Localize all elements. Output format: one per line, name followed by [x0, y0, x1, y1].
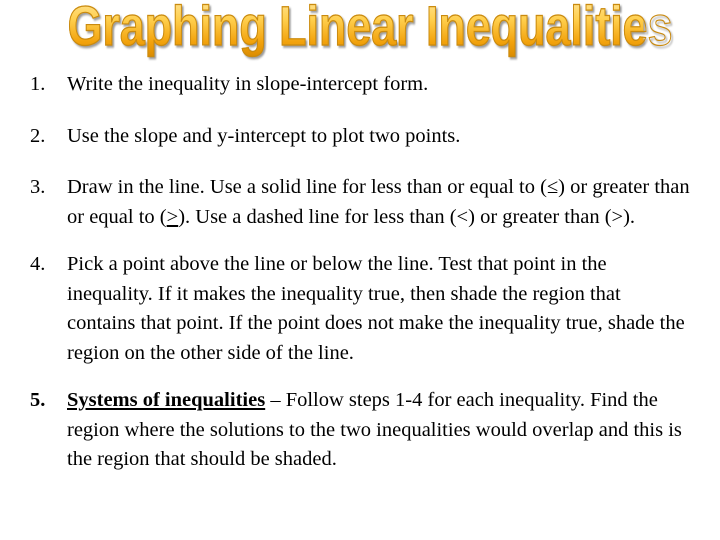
step-number: 3.	[30, 176, 46, 198]
steps-list	[30, 70, 690, 475]
step-1	[30, 70, 690, 100]
step-text: Pick a point above the line or below the line. Test that point in the inequality. If it makes the inequality true, then shade the region that contains that point. If the point does not make the inequality true, shade the region on the other side of the line.	[67, 253, 685, 364]
step-number: 5.	[30, 389, 46, 411]
step-text-part-2: ). Use a dashed line for less than (<) or greater than (>).	[178, 205, 636, 228]
greater-or-equal-symbol: >	[166, 205, 179, 228]
step-text-part-1: Draw in the line. Use a solid line for less than or equal to (≤) or greater than or equal to (	[67, 176, 690, 228]
step-4	[30, 250, 690, 368]
step-number: 1.	[30, 73, 46, 95]
step-number: 4.	[30, 253, 46, 275]
step-number: 2.	[30, 124, 46, 147]
step-5	[30, 386, 690, 475]
step-heading: Systems of inequalities	[67, 389, 266, 411]
step-text: Write the inequality in slope-intercept form.	[67, 73, 429, 95]
step-text: Use the slope and y-intercept to plot two points.	[67, 124, 461, 147]
page-title: Graphing Linear Inequalities	[68, 0, 644, 58]
step-3	[30, 173, 690, 232]
step-2	[30, 122, 690, 152]
step-text: – Follow steps 1-4 for each inequality. Find the region where the solutions to the two inequalities would overlap and this is the region that should be shaded.	[67, 389, 682, 470]
